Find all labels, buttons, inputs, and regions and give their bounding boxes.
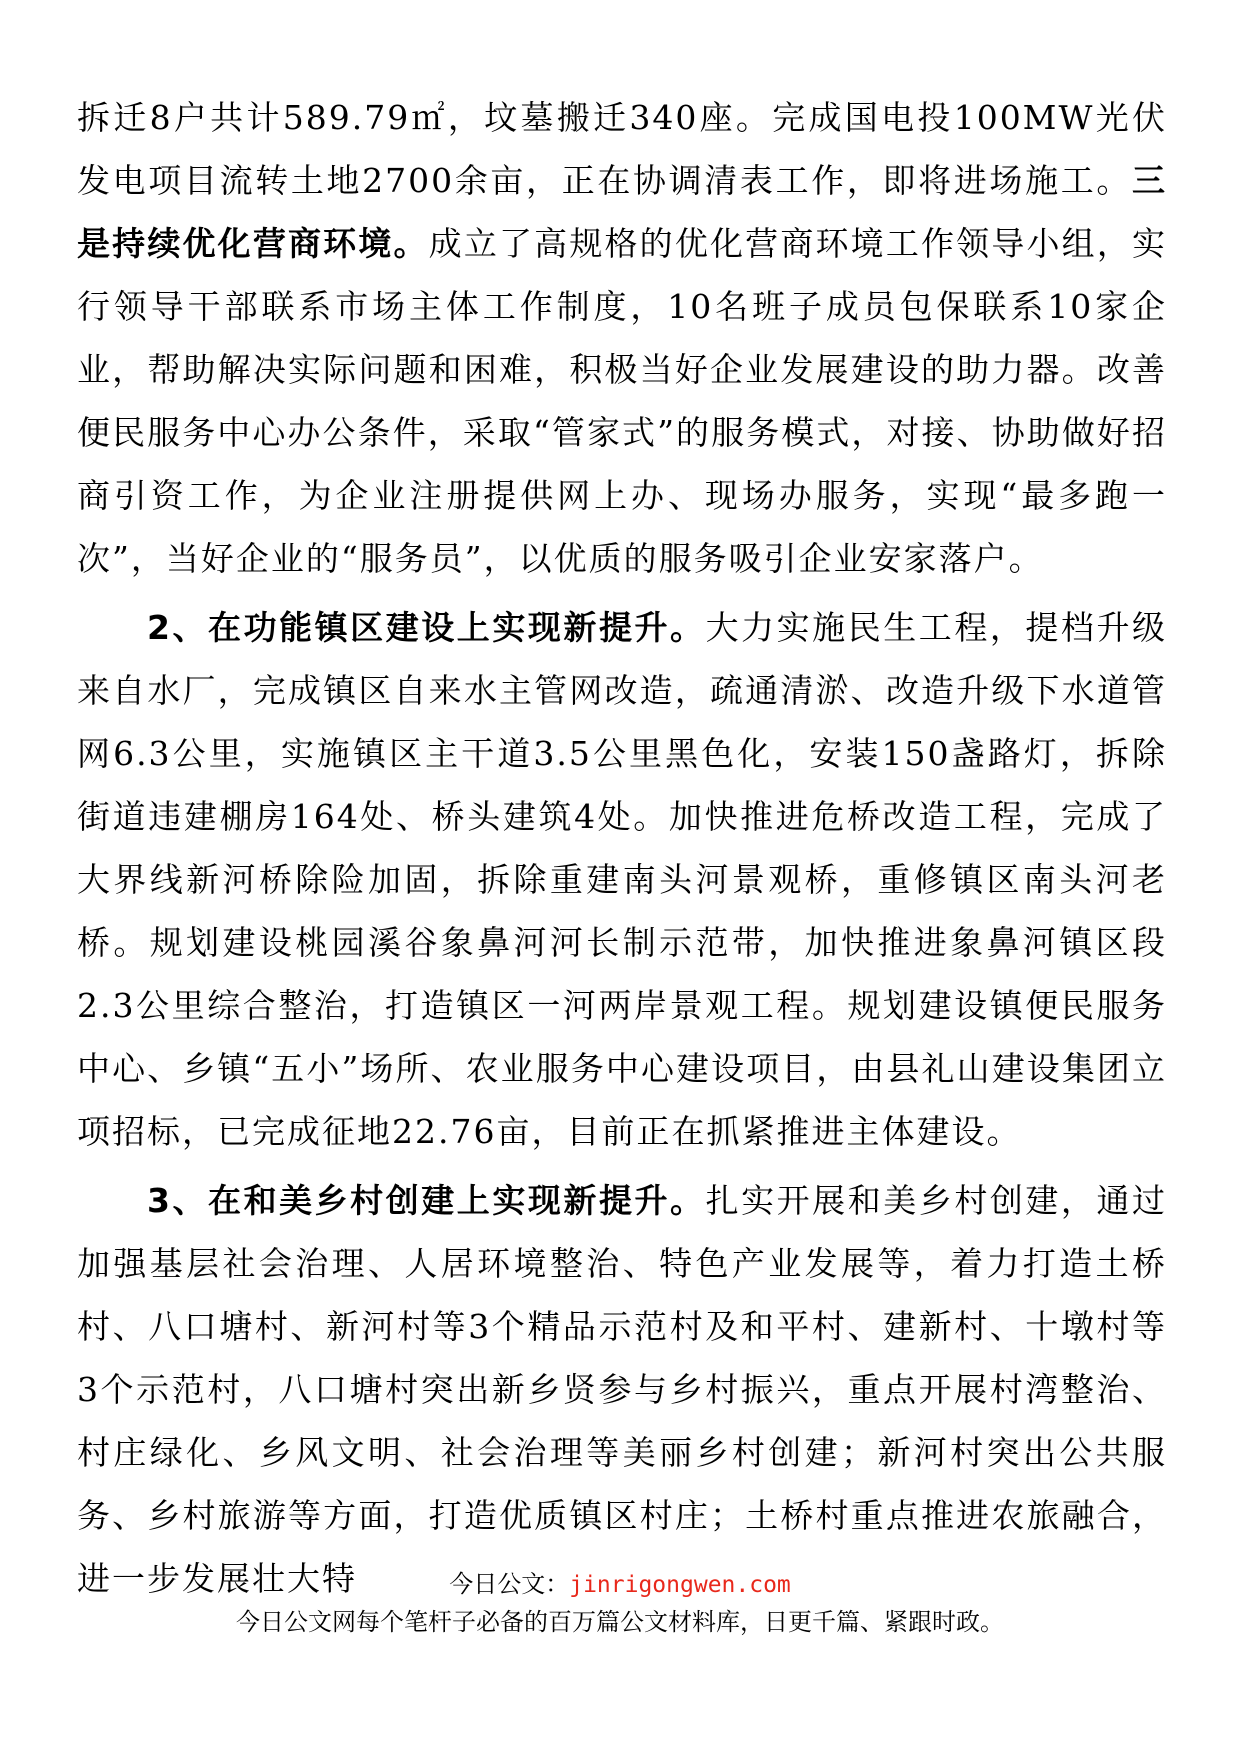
paragraph-2-text: 大力实施民生工程，提档升级来自水厂，完成镇区自来水主管网改造，疏通清淤、改造升级下水道管网6.3公里，实施镇区主干道3.5公里黑色化，安装150盏路灯，拆除街道违建棚房164处、桥头建筑4处。加快推进危桥改造工程，完成了大界线新河桥除险加固，拆除重建南头河景观桥，重修镇区南头河老桥。规划建设桃园溪谷象鼻河河长制示范带，加快推进象鼻河镇区段2.3公里综合整治，打造镇区一河两岸景观工程。规划建设镇便民服务中心、乡镇“五小”场所、农业服务中心建设项目，由县礼山建设集团立项招标，已完成征地22.76亩，目前正在抓紧推进主体建设。: [77, 608, 1168, 1151]
paragraph-2-heading-bold: 2、在功能镇区建设上实现新提升。: [147, 608, 706, 647]
footer-site-line: [0, 1564, 1240, 1599]
document-body: [77, 86, 1167, 1610]
paragraph-1-heading-bold: 三是持续优化营商环境。: [77, 161, 1167, 263]
paragraph-1-text-b: 成立了高规格的优化营商环境工作领导小组，实行领导干部联系市场主体工作制度，10名班子成员包保联系10家企业，帮助解决实际问题和困难，积极当好企业发展建设的助力器。改善便民服务中心办公条件，采取“管家式”的服务模式，对接、协助做好招商引资工作，为企业注册提供网上办、现场办服务，实现“最多跑一次”，当好企业的“服务员”，以优质的服务吸引企业安家落户。: [77, 224, 1168, 578]
footer-tagline: 今日公文网每个笔杆子必备的百万篇公文材料库，日更千篇、紧跟时政。: [236, 1608, 1004, 1636]
footer-site-label: 今日公文：: [449, 1570, 570, 1598]
paragraph-3: [77, 1169, 1167, 1610]
paragraph-2: [77, 596, 1167, 1163]
paragraph-3-heading-bold: 3、在和美乡村创建上实现新提升。: [147, 1181, 706, 1220]
footer-site-link[interactable]: jinrigongwen.com: [569, 1572, 791, 1598]
paragraph-1-text-a: 拆迁8户共计589.79㎡，坟墓搬迁340座。完成国电投100MW光伏发电项目流转土地2700余亩，正在协调清表工作，即将进场施工。: [77, 98, 1167, 200]
paragraph-3-text: 扎实开展和美乡村创建，通过加强基层社会治理、人居环境整治、特色产业发展等，着力打造土桥村、八口塘村、新河村等3个精品示范村及和平村、建新村、十墩村等3个示范村，八口塘村突出新乡贤参与乡村振兴，重点开展村湾整治、村庄绿化、乡风文明、社会治理等美丽乡村创建；新河村突出公共服务、乡村旅游等方面，打造优质镇区村庄；土桥村重点推进农旅融合，进一步发展壮大特: [77, 1181, 1168, 1598]
paragraph-1: [77, 86, 1167, 590]
